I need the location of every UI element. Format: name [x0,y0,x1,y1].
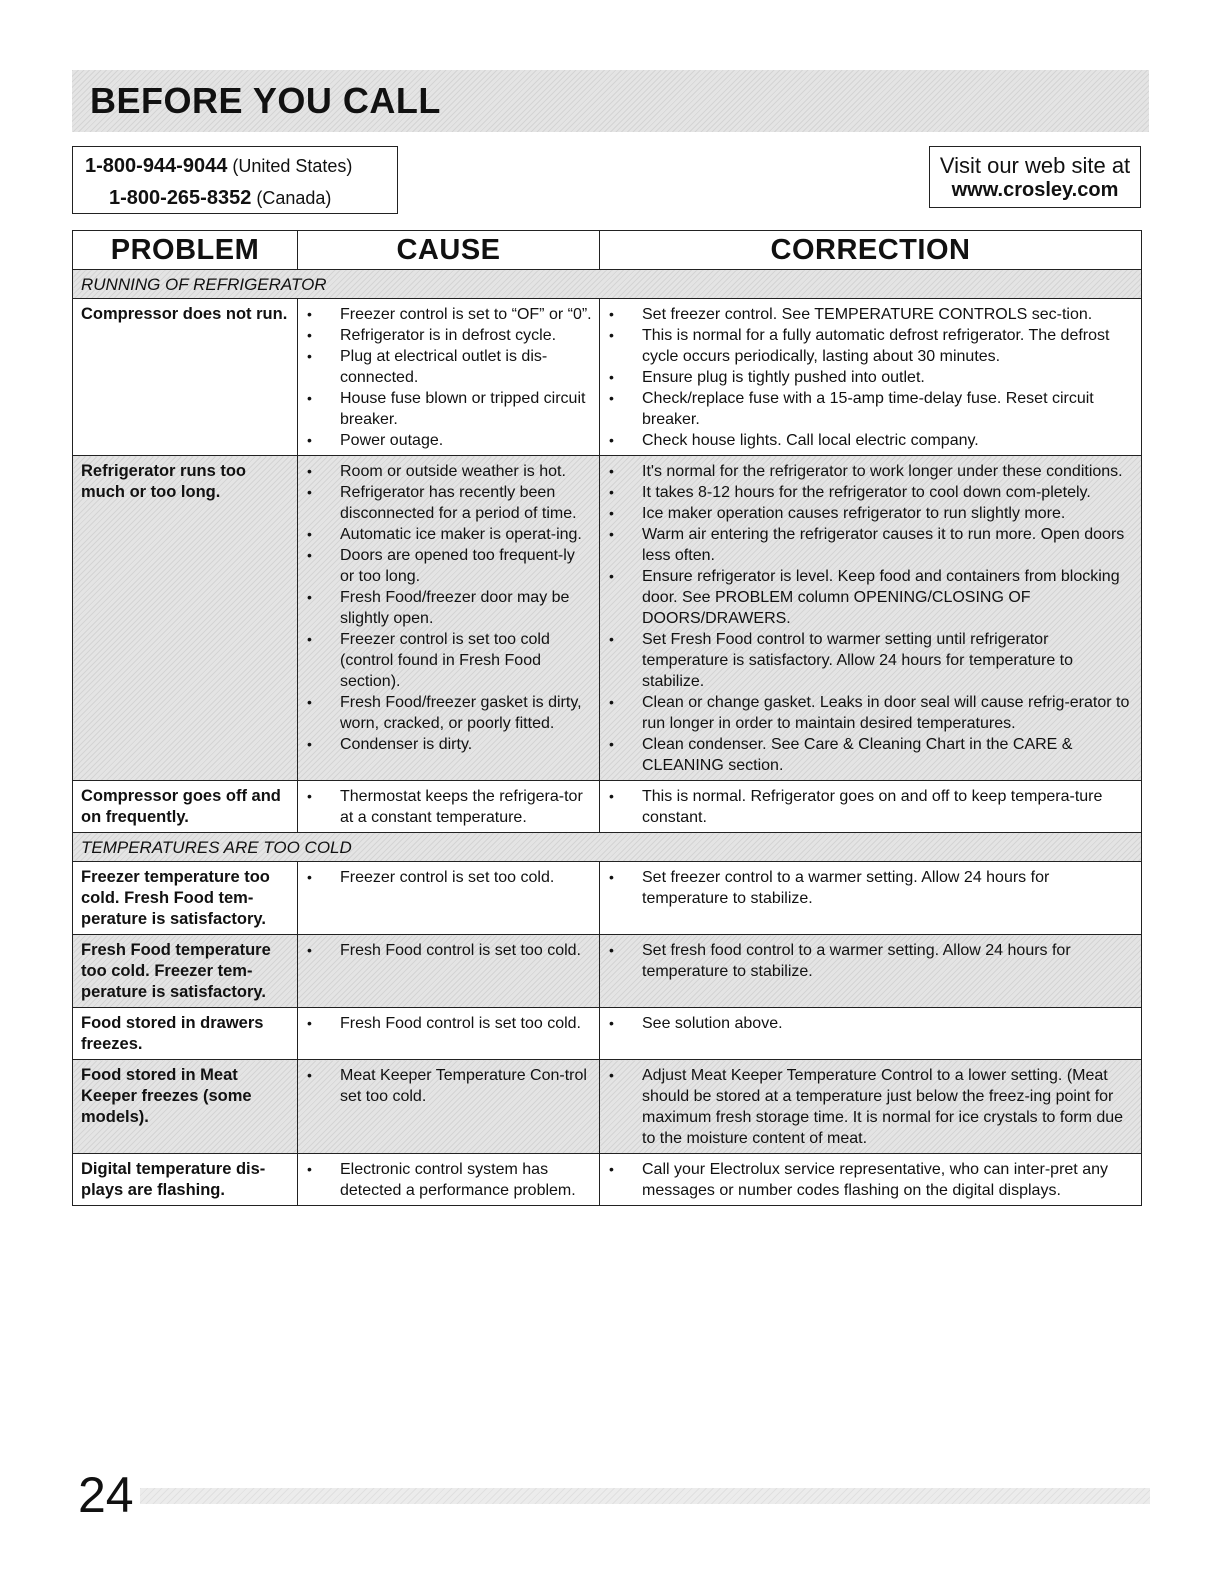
correction-cell [600,935,1142,1008]
correction-item: • Check/replace fuse with a 15-amp time-delay fuse. Reset circuit breaker. [600,388,1135,430]
cause-item: • Freezer control is set too cold. [298,867,593,888]
problem-cell: Food stored in Meat Keeper freezes (some models). [73,1060,298,1154]
column-header-correction: CORRECTION [600,231,1142,270]
section-title: TEMPERATURES ARE TOO COLD [73,833,1142,862]
table-row [73,862,1142,935]
cause-item: • Fresh Food/freezer gasket is dirty, worn, cracked, or poorly fitted. [298,692,593,734]
table-row [73,456,1142,781]
correction-item: • This is normal for a fully automatic defrost refrigerator. The defrost cycle occurs periodically, lasting about 30 minutes. [600,325,1135,367]
web-box [929,146,1141,208]
correction-cell [600,781,1142,833]
correction-item: • Ice maker operation causes refrigerator to run slightly more. [600,503,1135,524]
cause-item: • Thermostat keeps the refrigera-tor at a constant temperature. [298,786,593,828]
problem-cell: Compressor goes off and on frequently. [73,781,298,833]
cause-list [298,456,599,759]
correction-list [600,935,1141,986]
column-header-problem: PROBLEM [73,231,298,270]
correction-list [600,1060,1141,1153]
problem-cell: Refrigerator runs too much or too long. [73,456,298,781]
section-row [73,270,1142,299]
page-title: BEFORE YOU CALL [90,80,441,121]
correction-item: • Set Fresh Food control to warmer setting until refrigerator temperature is satisfactory. Allow 24 hours for temperature to stabilize. [600,629,1135,692]
correction-cell [600,1060,1142,1154]
correction-item: • It's normal for the refrigerator to work longer under these conditions. [600,461,1135,482]
cause-list [298,1154,599,1205]
cause-cell [298,935,600,1008]
cause-cell [298,862,600,935]
cause-item: • Doors are opened too frequent-ly or too long. [298,545,593,587]
cause-item: • Power outage. [298,430,593,451]
correction-cell [600,299,1142,456]
correction-cell [600,1008,1142,1060]
cause-item: • Fresh Food control is set too cold. [298,940,593,961]
phone-us-label: (United States) [232,156,353,176]
correction-item: • Set fresh food control to a warmer setting. Allow 24 hours for temperature to stabilize. [600,940,1135,982]
correction-list [600,1154,1141,1205]
correction-item: • Check house lights. Call local electric company. [600,430,1135,451]
cause-list [298,862,599,892]
table-row [73,1060,1142,1154]
cause-list [298,299,599,455]
table-row [73,1008,1142,1060]
correction-cell [600,862,1142,935]
table-header-row [73,231,1142,270]
section-row [73,833,1142,862]
correction-item: • Call your Electrolux service representative, who can inter-pret any messages or number codes flashing on the digital displays. [600,1159,1135,1201]
troubleshooting-table [72,230,1142,1206]
correction-item: • Set freezer control to a warmer setting. Allow 24 hours for temperature to stabilize. [600,867,1135,909]
correction-item: • Warm air entering the refrigerator causes it to run more. Open doors less often. [600,524,1135,566]
cause-list [298,1060,599,1111]
cause-cell [298,1008,600,1060]
table-row [73,1154,1142,1206]
phone-us-number: 1-800-944-9044 [85,155,228,177]
correction-item: • Clean condenser. See Care & Cleaning Chart in the CARE & CLEANING section. [600,734,1135,776]
footer-bar [140,1488,1150,1504]
column-header-cause: CAUSE [298,231,600,270]
cause-list [298,781,599,832]
cause-item: • Meat Keeper Temperature Con-trol set too cold. [298,1065,593,1107]
correction-cell [600,1154,1142,1206]
cause-item: • Freezer control is set too cold (control found in Fresh Food section). [298,629,593,692]
correction-item: • This is normal. Refrigerator goes on and off to keep tempera-ture constant. [600,786,1135,828]
cause-item: • Freezer control is set to “OF” or “0”. [298,304,593,325]
correction-item: • Ensure refrigerator is level. Keep food and containers from blocking door. See PROBLEM column OPENING/CLOSING OF DOORS/DRAWERS. [600,566,1135,629]
table-row [73,781,1142,833]
table-row [73,935,1142,1008]
phone-ca-label: (Canada) [256,188,332,208]
problem-cell: Food stored in drawers freezes. [73,1008,298,1060]
web-intro: Visit our web site at [939,153,1131,178]
correction-item: • Adjust Meat Keeper Temperature Control to a lower setting. (Meat should be stored at a temperature just below the freez-ing point for maximum fresh storage time. It is normal for ice crystals to form due to the moisture content of meat. [600,1065,1135,1149]
cause-list [298,1008,599,1038]
page-number: 24 [78,1467,134,1523]
table-row [73,299,1142,456]
phone-us [85,155,352,178]
correction-cell [600,456,1142,781]
cause-item: • Refrigerator is in defrost cycle. [298,325,593,346]
cause-item: • Fresh Food control is set too cold. [298,1013,593,1034]
correction-item: • It takes 8-12 hours for the refrigerator to cool down com-pletely. [600,482,1135,503]
correction-list [600,1008,1141,1038]
problem-cell: Digital temperature dis-plays are flashing. [73,1154,298,1206]
cause-item: • Fresh Food/freezer door may be slightly open. [298,587,593,629]
correction-list [600,456,1141,780]
phone-box [72,146,398,214]
cause-cell [298,1060,600,1154]
cause-item: • Refrigerator has recently been disconnected for a period of time. [298,482,593,524]
correction-item: • Clean or change gasket. Leaks in door seal will cause refrig-erator to run longer in order to maintain desired temperatures. [600,692,1135,734]
title-banner [72,70,1149,132]
correction-item: • Ensure plug is tightly pushed into outlet. [600,367,1135,388]
phone-ca-number: 1-800-265-8352 [109,187,252,209]
table-body [73,270,1142,1206]
problem-cell: Compressor does not run. [73,299,298,456]
cause-item: • Automatic ice maker is operat-ing. [298,524,593,545]
correction-list [600,299,1141,455]
cause-cell [298,1154,600,1206]
cause-item: • Room or outside weather is hot. [298,461,593,482]
cause-list [298,935,599,965]
correction-item: • Set freezer control. See TEMPERATURE CONTROLS sec-tion. [600,304,1135,325]
web-url: www.crosley.com [951,179,1119,201]
problem-cell: Freezer temperature too cold. Fresh Food tem-perature is satisfactory. [73,862,298,935]
cause-cell [298,456,600,781]
cause-cell [298,299,600,456]
correction-list [600,781,1141,832]
correction-item: • See solution above. [600,1013,1135,1034]
cause-item: • Plug at electrical outlet is dis-connected. [298,346,593,388]
phone-canada [109,187,331,210]
cause-item: • Condenser is dirty. [298,734,593,755]
problem-cell: Fresh Food temperature too cold. Freezer tem-perature is satisfactory. [73,935,298,1008]
correction-list [600,862,1141,913]
section-title: RUNNING OF REFRIGERATOR [73,270,1142,299]
cause-cell [298,781,600,833]
cause-item: • House fuse blown or tripped circuit breaker. [298,388,593,430]
cause-item: • Electronic control system has detected a performance problem. [298,1159,593,1201]
